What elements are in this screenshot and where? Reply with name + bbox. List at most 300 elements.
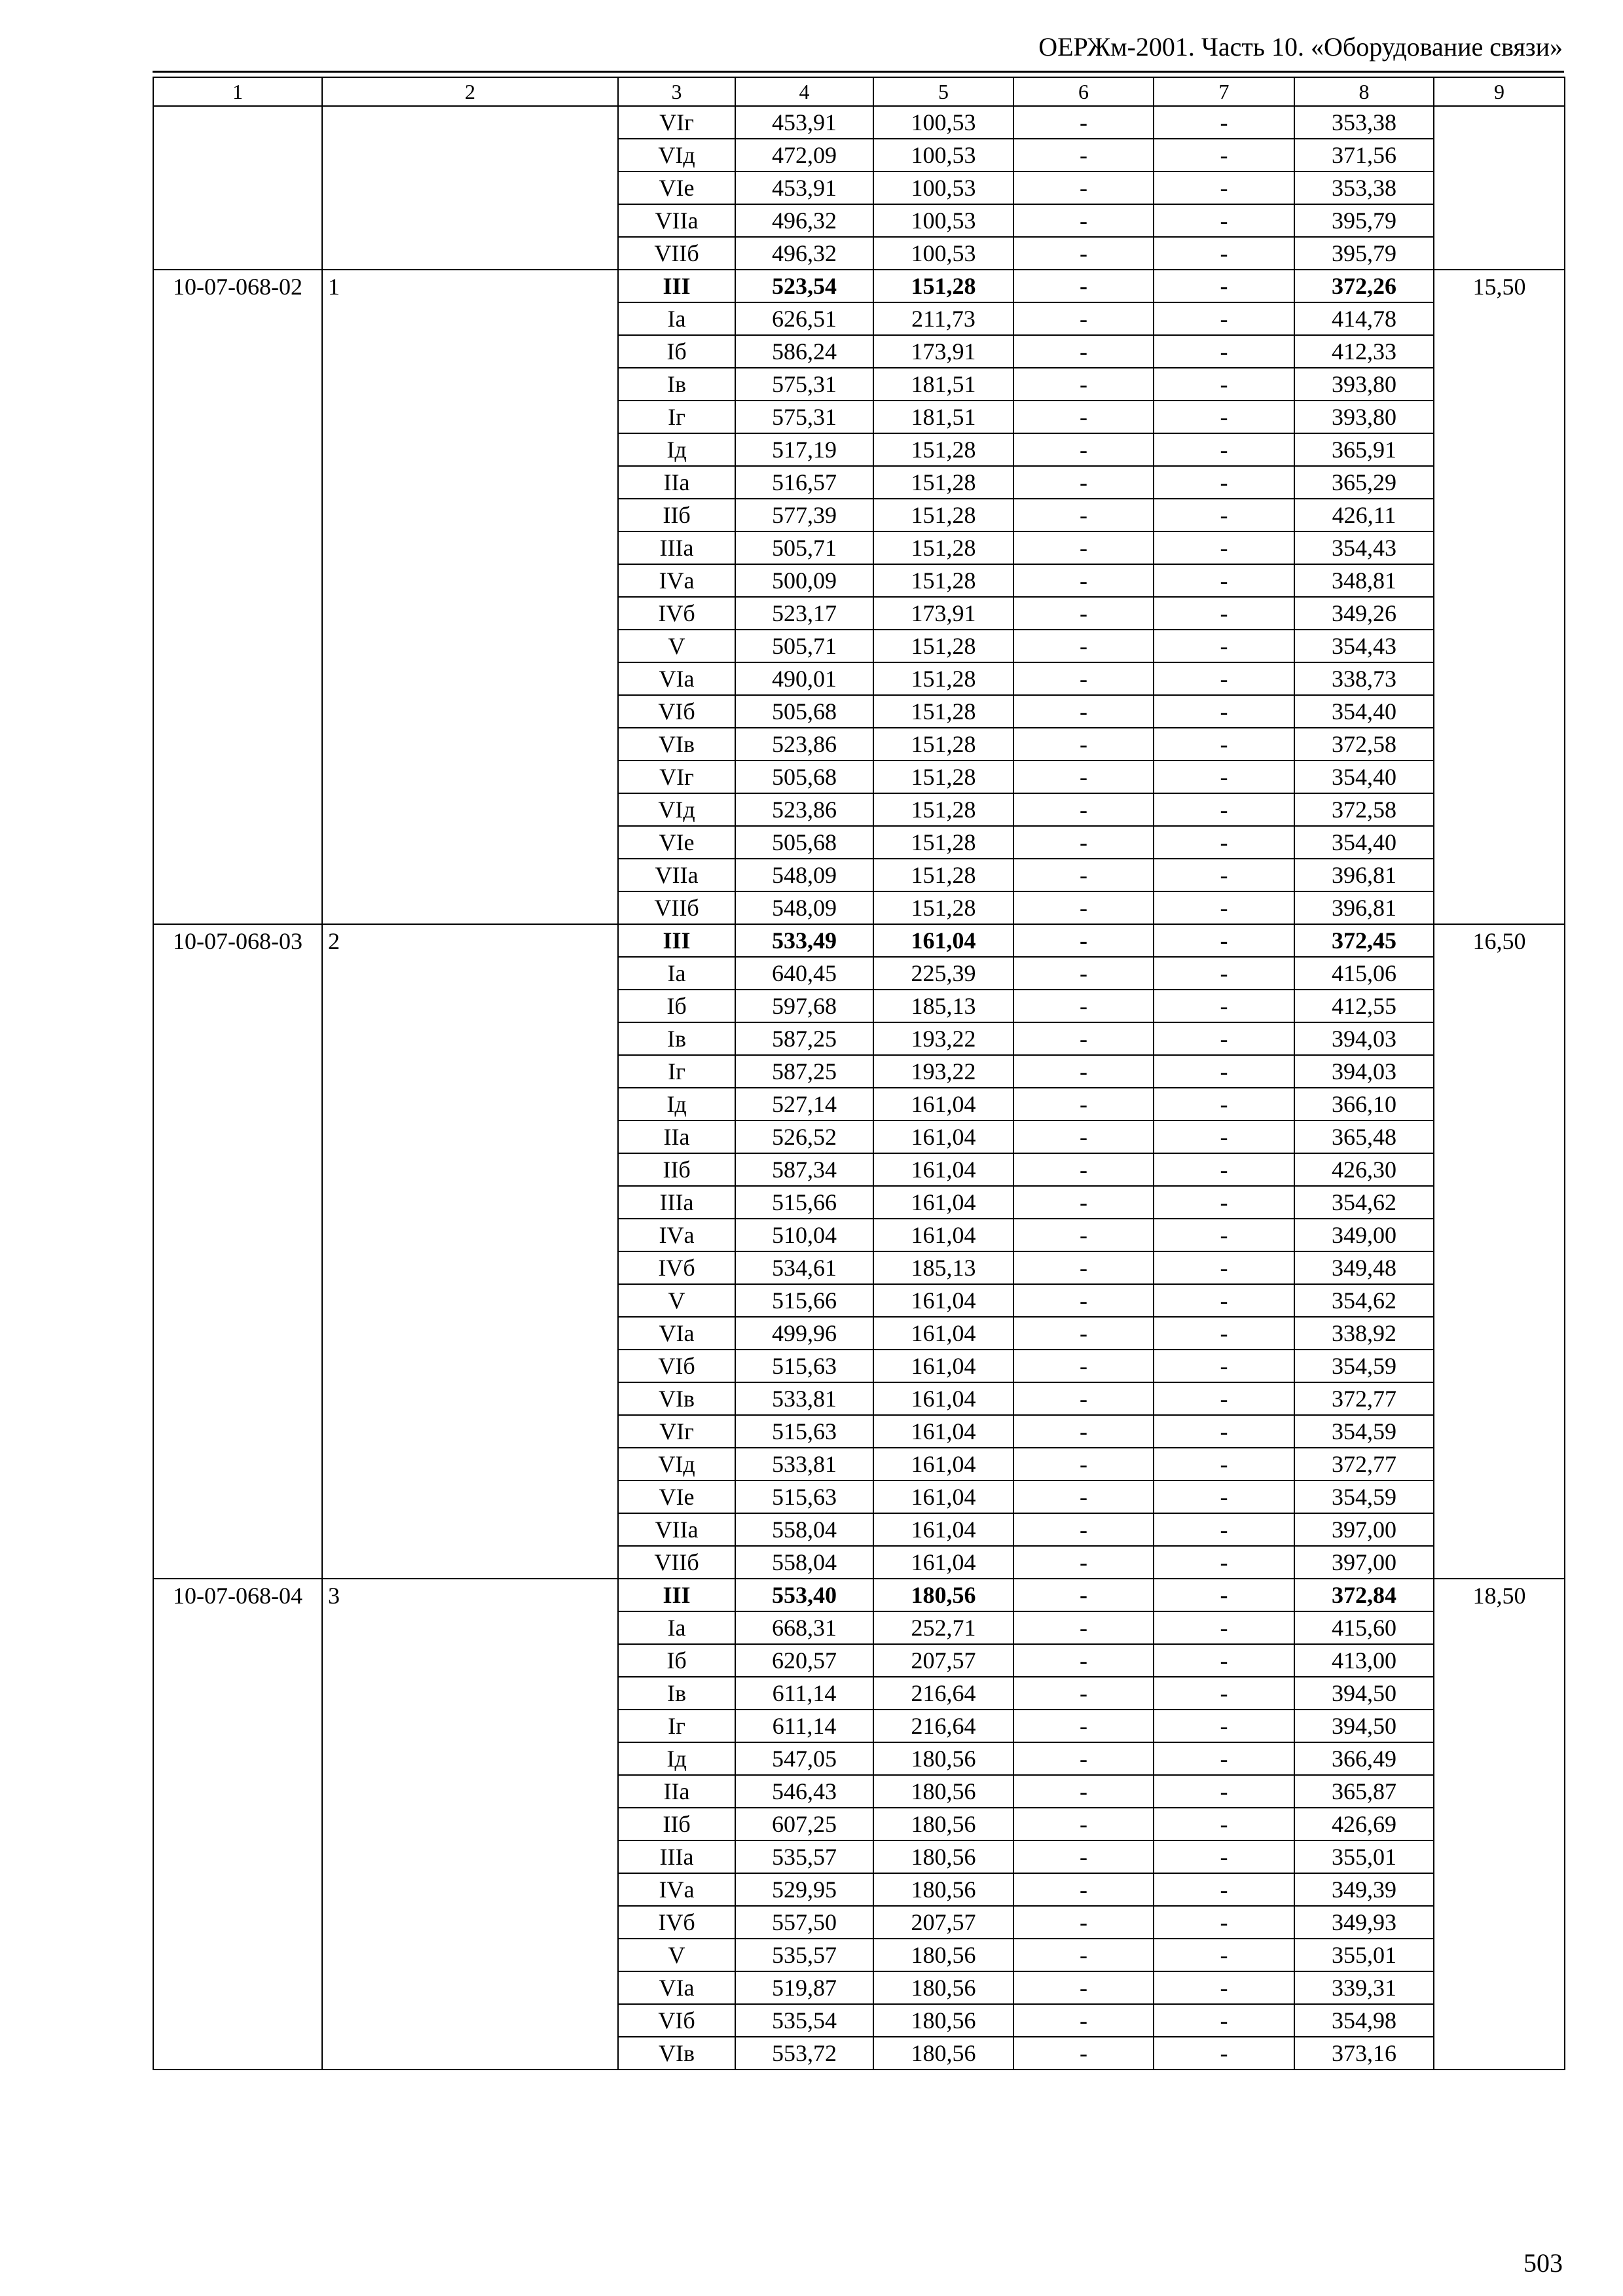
- col3-group: III: [618, 1579, 735, 1611]
- col8-value: 354,40: [1294, 761, 1434, 793]
- page-number: 503: [1523, 2248, 1563, 2278]
- col3-group: IIа: [618, 466, 735, 499]
- col5-value: 173,91: [873, 597, 1013, 630]
- col6-value: -: [1013, 171, 1154, 204]
- col6-value: -: [1013, 139, 1154, 171]
- col5-value: 207,57: [873, 1906, 1013, 1939]
- col5-value: 151,28: [873, 859, 1013, 891]
- col6-value: -: [1013, 990, 1154, 1022]
- col8-value: 426,30: [1294, 1153, 1434, 1186]
- col3-group: IIб: [618, 499, 735, 531]
- col3-group: VIб: [618, 695, 735, 728]
- col3-group: Iб: [618, 1644, 735, 1677]
- col6-value: -: [1013, 1611, 1154, 1644]
- col8-value: 365,48: [1294, 1121, 1434, 1153]
- col5-value: 151,28: [873, 793, 1013, 826]
- col3-group: IVа: [618, 564, 735, 597]
- col5-value: 161,04: [873, 1382, 1013, 1415]
- col6-value: -: [1013, 1121, 1154, 1153]
- col3-group: VIIб: [618, 1546, 735, 1579]
- col4-value: 527,14: [735, 1088, 873, 1121]
- col4-value: 496,32: [735, 237, 873, 270]
- col7-value: -: [1154, 826, 1294, 859]
- col6-value: -: [1013, 1088, 1154, 1121]
- column-number-cell: 7: [1154, 77, 1294, 106]
- col8-value: 412,33: [1294, 335, 1434, 368]
- col4-value: 548,09: [735, 859, 873, 891]
- col7-value: -: [1154, 1284, 1294, 1317]
- col9-cell: 16,50: [1434, 924, 1565, 1579]
- col8-value: 349,39: [1294, 1873, 1434, 1906]
- col6-value: -: [1013, 1742, 1154, 1775]
- col3-group: Iг: [618, 1055, 735, 1088]
- col4-value: 611,14: [735, 1677, 873, 1710]
- col5-value: 207,57: [873, 1644, 1013, 1677]
- col3-group: Iг: [618, 401, 735, 433]
- col4-value: 546,43: [735, 1775, 873, 1808]
- col3-group: VIа: [618, 1317, 735, 1350]
- col6-value: -: [1013, 891, 1154, 924]
- col7-value: -: [1154, 1939, 1294, 1971]
- col6-value: -: [1013, 1840, 1154, 1873]
- col8-value: 393,80: [1294, 401, 1434, 433]
- col6-value: -: [1013, 1251, 1154, 1284]
- col4-value: 519,87: [735, 1971, 873, 2004]
- col5-value: 185,13: [873, 990, 1013, 1022]
- col4-value: 496,32: [735, 204, 873, 237]
- col3-group: VIе: [618, 171, 735, 204]
- col5-value: 161,04: [873, 1546, 1013, 1579]
- col4-value: 535,54: [735, 2004, 873, 2037]
- col5-value: 161,04: [873, 924, 1013, 957]
- col6-value: -: [1013, 1939, 1154, 1971]
- col5-value: 151,28: [873, 564, 1013, 597]
- col3-group: VIб: [618, 2004, 735, 2037]
- col4-value: 626,51: [735, 302, 873, 335]
- col4-value: 523,54: [735, 270, 873, 302]
- col8-value: 372,84: [1294, 1579, 1434, 1611]
- col7-value: -: [1154, 924, 1294, 957]
- col3-group: VIг: [618, 1415, 735, 1448]
- col4-value: 500,09: [735, 564, 873, 597]
- col5-value: 100,53: [873, 171, 1013, 204]
- col6-value: -: [1013, 204, 1154, 237]
- price-table: [153, 77, 1565, 2070]
- col3-group: VIIа: [618, 1513, 735, 1546]
- col5-value: 100,53: [873, 139, 1013, 171]
- col3-group: Iа: [618, 302, 735, 335]
- col3-group: VIд: [618, 139, 735, 171]
- col7-value: -: [1154, 1579, 1294, 1611]
- code-cell: 10-07-068-02: [153, 270, 322, 924]
- col7-value: -: [1154, 1448, 1294, 1480]
- col9-cell-empty: [1434, 106, 1565, 270]
- col6-value: -: [1013, 826, 1154, 859]
- col5-value: 151,28: [873, 531, 1013, 564]
- col8-value: 355,01: [1294, 1939, 1434, 1971]
- col3-group: Iг: [618, 1710, 735, 1742]
- col6-value: -: [1013, 1153, 1154, 1186]
- page-header-title: ОЕРЖм-2001. Часть 10. «Оборудование связи»: [1038, 32, 1563, 62]
- col5-value: 151,28: [873, 761, 1013, 793]
- col4-value: 535,57: [735, 1939, 873, 1971]
- col5-value: 180,56: [873, 1775, 1013, 1808]
- col7-value: -: [1154, 1677, 1294, 1710]
- code-cell: 10-07-068-04: [153, 1579, 322, 2070]
- col5-value: 161,04: [873, 1415, 1013, 1448]
- col3-group: Iв: [618, 1022, 735, 1055]
- col7-value: -: [1154, 1251, 1294, 1284]
- col6-value: -: [1013, 270, 1154, 302]
- col8-value: 354,43: [1294, 531, 1434, 564]
- col7-value: -: [1154, 237, 1294, 270]
- col8-value: 395,79: [1294, 204, 1434, 237]
- col3-group: VIIа: [618, 204, 735, 237]
- col3-group: IIIа: [618, 1186, 735, 1219]
- col4-value: 620,57: [735, 1644, 873, 1677]
- col4-value: 515,66: [735, 1186, 873, 1219]
- col7-value: -: [1154, 1971, 1294, 2004]
- col6-value: -: [1013, 924, 1154, 957]
- col6-value: -: [1013, 466, 1154, 499]
- col5-value: 161,04: [873, 1088, 1013, 1121]
- col6-value: -: [1013, 1808, 1154, 1840]
- col7-value: -: [1154, 204, 1294, 237]
- col5-value: 211,73: [873, 302, 1013, 335]
- col8-value: 354,59: [1294, 1480, 1434, 1513]
- col3-group: VIIб: [618, 891, 735, 924]
- col3-group: VIе: [618, 826, 735, 859]
- col8-value: 365,87: [1294, 1775, 1434, 1808]
- col6-value: -: [1013, 1284, 1154, 1317]
- col3-group: IVб: [618, 1251, 735, 1284]
- col5-value: 173,91: [873, 335, 1013, 368]
- col5-value: 180,56: [873, 2037, 1013, 2070]
- col7-value: -: [1154, 302, 1294, 335]
- col7-value: -: [1154, 1710, 1294, 1742]
- col4-value: 587,34: [735, 1153, 873, 1186]
- col8-value: 373,16: [1294, 2037, 1434, 2070]
- col7-value: -: [1154, 859, 1294, 891]
- col6-value: -: [1013, 1644, 1154, 1677]
- col4-value: 517,19: [735, 433, 873, 466]
- col7-value: -: [1154, 531, 1294, 564]
- col5-value: 151,28: [873, 695, 1013, 728]
- col3-group: VIа: [618, 1971, 735, 2004]
- col8-value: 366,10: [1294, 1088, 1434, 1121]
- col7-value: -: [1154, 1513, 1294, 1546]
- col8-value: 339,31: [1294, 1971, 1434, 2004]
- col5-value: 151,28: [873, 728, 1013, 761]
- table-row: [153, 1579, 1565, 1611]
- col7-value: -: [1154, 1840, 1294, 1873]
- col7-value: -: [1154, 1186, 1294, 1219]
- col6-value: -: [1013, 1219, 1154, 1251]
- col7-value: -: [1154, 1350, 1294, 1382]
- col7-value: -: [1154, 270, 1294, 302]
- column-number-cell: 1: [153, 77, 322, 106]
- col6-value: -: [1013, 728, 1154, 761]
- col4-value: 548,09: [735, 891, 873, 924]
- col4-value: 515,63: [735, 1480, 873, 1513]
- col8-value: 365,91: [1294, 433, 1434, 466]
- col8-value: 394,03: [1294, 1055, 1434, 1088]
- col7-value: -: [1154, 564, 1294, 597]
- col8-value: 394,50: [1294, 1677, 1434, 1710]
- col8-value: 426,69: [1294, 1808, 1434, 1840]
- col4-value: 575,31: [735, 401, 873, 433]
- col8-value: 393,80: [1294, 368, 1434, 401]
- col4-value: 490,01: [735, 662, 873, 695]
- col7-value: -: [1154, 1088, 1294, 1121]
- col5-value: 151,28: [873, 466, 1013, 499]
- col5-value: 161,04: [873, 1448, 1013, 1480]
- col3-group: IVб: [618, 597, 735, 630]
- col7-value: -: [1154, 1153, 1294, 1186]
- col7-value: -: [1154, 1121, 1294, 1153]
- col3-group: VIг: [618, 761, 735, 793]
- col8-value: 396,81: [1294, 859, 1434, 891]
- col3-group: IIIа: [618, 1840, 735, 1873]
- col5-value: 161,04: [873, 1121, 1013, 1153]
- col3-group: VIд: [618, 1448, 735, 1480]
- col9-cell: 15,50: [1434, 270, 1565, 924]
- col6-value: -: [1013, 1513, 1154, 1546]
- col4-value: 553,40: [735, 1579, 873, 1611]
- col4-value: 529,95: [735, 1873, 873, 1906]
- col4-value: 505,71: [735, 630, 873, 662]
- col8-value: 338,92: [1294, 1317, 1434, 1350]
- col7-value: -: [1154, 171, 1294, 204]
- column-number-cell: 3: [618, 77, 735, 106]
- col6-value: -: [1013, 1579, 1154, 1611]
- col3-group: VIIб: [618, 237, 735, 270]
- col5-value: 151,28: [873, 270, 1013, 302]
- col8-value: 354,59: [1294, 1415, 1434, 1448]
- col8-value: 415,06: [1294, 957, 1434, 990]
- code-cell: 10-07-068-03: [153, 924, 322, 1579]
- col5-value: 185,13: [873, 1251, 1013, 1284]
- col7-value: -: [1154, 1219, 1294, 1251]
- col4-value: 553,72: [735, 2037, 873, 2070]
- col5-value: 181,51: [873, 368, 1013, 401]
- col5-value: 180,56: [873, 2004, 1013, 2037]
- col3-group: V: [618, 1284, 735, 1317]
- col8-value: 397,00: [1294, 1513, 1434, 1546]
- col5-value: 193,22: [873, 1055, 1013, 1088]
- col8-value: 372,58: [1294, 793, 1434, 826]
- col3-group: IVа: [618, 1219, 735, 1251]
- col3-group: VIа: [618, 662, 735, 695]
- col5-value: 151,28: [873, 826, 1013, 859]
- col7-value: -: [1154, 990, 1294, 1022]
- col7-value: -: [1154, 1906, 1294, 1939]
- col8-value: 353,38: [1294, 171, 1434, 204]
- col6-value: -: [1013, 957, 1154, 990]
- col4-value: 535,57: [735, 1840, 873, 1873]
- col7-value: -: [1154, 1742, 1294, 1775]
- col7-value: -: [1154, 1022, 1294, 1055]
- col4-value: 557,50: [735, 1906, 873, 1939]
- col6-value: -: [1013, 2004, 1154, 2037]
- col8-value: 349,48: [1294, 1251, 1434, 1284]
- col5-value: 161,04: [873, 1186, 1013, 1219]
- col7-value: -: [1154, 499, 1294, 531]
- col3-group: VIд: [618, 793, 735, 826]
- col6-value: -: [1013, 859, 1154, 891]
- col8-value: 371,56: [1294, 139, 1434, 171]
- col7-value: -: [1154, 728, 1294, 761]
- col8-value: 354,43: [1294, 630, 1434, 662]
- col7-value: -: [1154, 368, 1294, 401]
- col8-value: 338,73: [1294, 662, 1434, 695]
- col4-value: 523,17: [735, 597, 873, 630]
- col5-value: 161,04: [873, 1219, 1013, 1251]
- col6-value: -: [1013, 433, 1154, 466]
- col5-value: 180,56: [873, 1742, 1013, 1775]
- col4-value: 668,31: [735, 1611, 873, 1644]
- col4-value: 510,04: [735, 1219, 873, 1251]
- col7-value: -: [1154, 1055, 1294, 1088]
- col3-group: Iд: [618, 1742, 735, 1775]
- col6-value: -: [1013, 1710, 1154, 1742]
- col5-value: 151,28: [873, 630, 1013, 662]
- col8-value: 395,79: [1294, 237, 1434, 270]
- col8-value: 372,58: [1294, 728, 1434, 761]
- col7-value: -: [1154, 957, 1294, 990]
- col7-value: -: [1154, 2004, 1294, 2037]
- col3-group: IIIа: [618, 531, 735, 564]
- col3-group: Iд: [618, 1088, 735, 1121]
- col4-value: 526,52: [735, 1121, 873, 1153]
- col3-group: V: [618, 1939, 735, 1971]
- col3-group: Iа: [618, 957, 735, 990]
- col7-value: -: [1154, 1808, 1294, 1840]
- col3-group: VIв: [618, 2037, 735, 2070]
- col6-value: -: [1013, 1448, 1154, 1480]
- col3-group: VIIа: [618, 859, 735, 891]
- col7-value: -: [1154, 401, 1294, 433]
- col7-value: -: [1154, 1317, 1294, 1350]
- col4-value: 607,25: [735, 1808, 873, 1840]
- col8-value: 355,01: [1294, 1840, 1434, 1873]
- col5-value: 181,51: [873, 401, 1013, 433]
- col3-group: Iд: [618, 433, 735, 466]
- col5-value: 100,53: [873, 204, 1013, 237]
- col8-value: 365,29: [1294, 466, 1434, 499]
- table-row: [153, 270, 1565, 302]
- col6-value: -: [1013, 564, 1154, 597]
- col5-value: 161,04: [873, 1317, 1013, 1350]
- col6-value: -: [1013, 335, 1154, 368]
- col6-value: -: [1013, 237, 1154, 270]
- col3-group: Iб: [618, 335, 735, 368]
- col5-value: 151,28: [873, 662, 1013, 695]
- col3-group: III: [618, 270, 735, 302]
- col5-value: 100,53: [873, 237, 1013, 270]
- column-number-cell: 6: [1013, 77, 1154, 106]
- col6-value: -: [1013, 368, 1154, 401]
- col6-value: -: [1013, 695, 1154, 728]
- col4-value: 575,31: [735, 368, 873, 401]
- col7-value: -: [1154, 335, 1294, 368]
- col8-value: 413,00: [1294, 1644, 1434, 1677]
- col9-cell: 18,50: [1434, 1579, 1565, 2070]
- col5-value: 161,04: [873, 1513, 1013, 1546]
- col4-value: 533,81: [735, 1448, 873, 1480]
- col7-value: -: [1154, 662, 1294, 695]
- col6-value: -: [1013, 1775, 1154, 1808]
- col7-value: -: [1154, 1480, 1294, 1513]
- col4-value: 472,09: [735, 139, 873, 171]
- col4-value: 533,81: [735, 1382, 873, 1415]
- col7-value: -: [1154, 597, 1294, 630]
- col6-value: -: [1013, 1022, 1154, 1055]
- col6-value: -: [1013, 106, 1154, 139]
- code-cell-empty: [153, 106, 322, 270]
- col3-group: VIв: [618, 1382, 735, 1415]
- col8-value: 349,26: [1294, 597, 1434, 630]
- name-cell: 3: [322, 1579, 618, 2070]
- col7-value: -: [1154, 466, 1294, 499]
- col4-value: 515,63: [735, 1350, 873, 1382]
- col5-value: 180,56: [873, 1808, 1013, 1840]
- col5-value: 180,56: [873, 1971, 1013, 2004]
- col4-value: 533,49: [735, 924, 873, 957]
- col8-value: 397,00: [1294, 1546, 1434, 1579]
- column-number-cell: 8: [1294, 77, 1434, 106]
- col3-group: VIг: [618, 106, 735, 139]
- col4-value: 558,04: [735, 1513, 873, 1546]
- col7-value: -: [1154, 695, 1294, 728]
- col7-value: -: [1154, 1644, 1294, 1677]
- col6-value: -: [1013, 597, 1154, 630]
- col8-value: 372,26: [1294, 270, 1434, 302]
- col8-value: 354,62: [1294, 1186, 1434, 1219]
- col4-value: 611,14: [735, 1710, 873, 1742]
- name-cell-empty: [322, 106, 618, 270]
- col6-value: -: [1013, 793, 1154, 826]
- col4-value: 523,86: [735, 793, 873, 826]
- col5-value: 180,56: [873, 1840, 1013, 1873]
- column-number-row: [153, 77, 1565, 106]
- table-row: [153, 106, 1565, 139]
- col4-value: 558,04: [735, 1546, 873, 1579]
- col7-value: -: [1154, 1873, 1294, 1906]
- col6-value: -: [1013, 1480, 1154, 1513]
- col6-value: -: [1013, 499, 1154, 531]
- column-number-cell: 4: [735, 77, 873, 106]
- col4-value: 587,25: [735, 1055, 873, 1088]
- col8-value: 353,38: [1294, 106, 1434, 139]
- col8-value: 414,78: [1294, 302, 1434, 335]
- col3-group: V: [618, 630, 735, 662]
- col4-value: 505,71: [735, 531, 873, 564]
- column-number-cell: 9: [1434, 77, 1565, 106]
- col5-value: 252,71: [873, 1611, 1013, 1644]
- col4-value: 523,86: [735, 728, 873, 761]
- col7-value: -: [1154, 433, 1294, 466]
- col6-value: -: [1013, 1055, 1154, 1088]
- col8-value: 354,59: [1294, 1350, 1434, 1382]
- col7-value: -: [1154, 139, 1294, 171]
- col8-value: 354,40: [1294, 695, 1434, 728]
- col7-value: -: [1154, 891, 1294, 924]
- col6-value: -: [1013, 401, 1154, 433]
- col8-value: 426,11: [1294, 499, 1434, 531]
- col6-value: -: [1013, 1971, 1154, 2004]
- col6-value: -: [1013, 1317, 1154, 1350]
